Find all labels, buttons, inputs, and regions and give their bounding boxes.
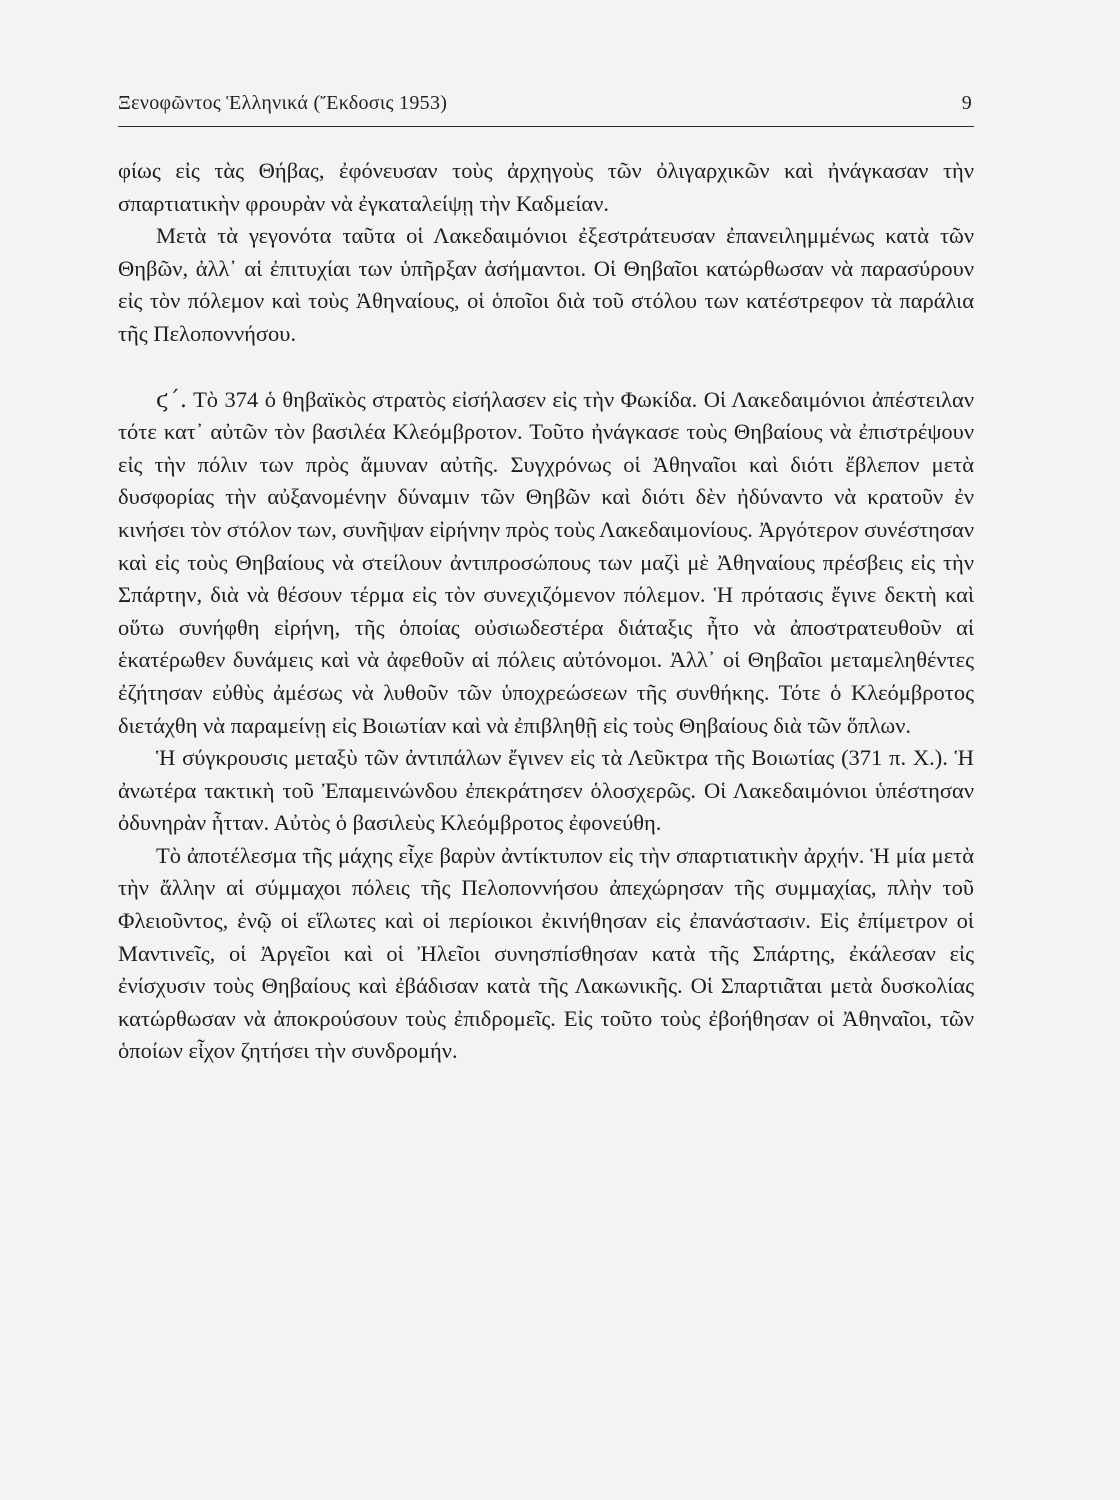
page-number: 9 [961,92,972,114]
section-number: ϛ΄. [156,386,188,413]
section-6-text: Τὸ 374 ὁ θηβαϊκὸς στρατὸς εἰσήλασεν εἰς τὴν Φωκίδα. Οἱ Λακεδαιμόνιοι ἀπέστειλαν τότε κατ᾽ αὐτῶν τὸν βασιλέα Κλεόμβροτον. Τοῦτο ἠνάγκασε τοὺς Θηβαίους νὰ ἐπιστρέψουν εἰς τὴν πόλιν των πρὸς ἄμυναν αὐτῆς. Συγχρόνως οἱ Ἀθηναῖοι καὶ διότι ἔβλεπον μετὰ δυσφορίας τὴν αὐξανομένην δύναμιν τῶν Θηβῶν καὶ διότι δὲν ἠδύναντο νὰ κρατοῦν ἐν κινήσει τὸν στόλον των, συνῆψαν εἰρήνην πρὸς τοὺς Λακεδαιμονίους. Ἀργότερον συνέστησαν καὶ εἰς τοὺς Θηβαίους νὰ στείλουν ἀντιπροσώπους των μαζὶ μὲ Ἀθηναίους πρέσβεις εἰς τὴν Σπάρτην, διὰ νὰ θέσουν τέρμα εἰς τὸν συνεχιζόμενον πόλεμον. Ἡ πρότασις ἔγινε δεκτὴ καὶ οὕτω συνήφθη εἰρήνη, τῆς ὁποίας οὐσιωδεστέρα διάταξις ἦτο νὰ ἀποστρατευθοῦν αἱ ἑκατέρωθεν δυνάμεις καὶ νὰ ἀφεθοῦν αἱ πόλεις αὐτόνομοι. Ἀλλ᾽ οἱ Θηβαῖοι μεταμεληθέντες ἐζήτησαν εὐθὺς ἀμέσως νὰ λυθοῦν τῶν ὑποχρεώσεων τῆς συνθήκης. Τότε ὁ Κλεόμβροτος διετάχθη νὰ παραμείνῃ εἰς Βοιωτίαν καὶ νὰ ἐπιβληθῇ εἰς τοὺς Θηβαίους διὰ τῶν ὅπλων. [118,386,974,738]
paragraph-leuctra: Ἡ σύγκρουσις μεταξὺ τῶν ἀντιπάλων ἔγινεν εἰς τὰ Λεῦκτρα τῆς Βοιωτίας (371 π. Χ.). Ἡ ἀνωτέρα τακτικὴ τοῦ Ἐπαμεινώνδου ἐπεκράτησεν ὁλοσχερῶς. Οἱ Λακεδαιμόνιοι ὑπέστησαν ὀδυνηρὰν ἧτταν. Αὐτὸς ὁ βασιλεὺς Κλεόμβροτος ἐφονεύθη. [118,745,974,836]
paragraph-aftermath: Τὸ ἀποτέλεσμα τῆς μάχης εἶχε βαρὺν ἀντίκτυπον εἰς τὴν σπαρτιατικὴν ἀρχήν. Ἡ μία μετὰ τὴν ἄλλην αἱ σύμμαχοι πόλεις τῆς Πελοποννήσου ἀπεχώρησαν τῆς συμμαχίας, πλὴν τοῦ Φλειοῦντος, ἐνῷ οἱ εἵλωτες καὶ οἱ περίοικοι ἐκινήθησαν εἰς ἐπανάστασιν. Εἰς ἐπίμετρον οἱ Μαντινεῖς, οἱ Ἀργεῖοι καὶ οἱ Ἠλεῖοι συνησπίσθησαν κατὰ τῆς Σπάρτης, ἐκάλεσαν εἰς ἐνίσχυσιν τοὺς Θηβαίους καὶ ἐβάδισαν κατὰ τῆς Λακωνικῆς. Οἱ Σπαρτιᾶται μετὰ δυσκολίας κατώρθωσαν νὰ ἀποκρούσουν τοὺς ἐπιδρομεῖς. Εἰς τοῦτο τοὺς ἐβοήθησαν οἱ Ἀθηναῖοι, τῶν ὁποίων εἶχον ζητήσει τὴν συνδρομήν. [118,842,974,1064]
paragraph-campaigns: Μετὰ τὰ γεγονότα ταῦτα οἱ Λακεδαιμόνιοι ἐξεστράτευσαν ἐπανειλημμένως κατὰ τῶν Θηβῶν, ἀλλ᾽ αἱ ἐπιτυχίαι των ὑπῆρξαν ἀσήμαντοι. Οἱ Θηβαῖοι κατώρθωσαν νὰ παρασύρουν εἰς τὸν πόλεμον καὶ τοὺς Ἀθηναίους, οἱ ὁποῖοι διὰ τοῦ στόλου των κατέστρεφον τὰ παράλια τῆς Πελοποννήσου. [118,223,974,346]
header-rule [118,126,974,127]
paragraph-section-6 [118,384,974,743]
paragraph-continuation: φίως εἰς τὰς Θήβας, ἐφόνευσαν τοὺς ἀρχηγοὺς τῶν ὀλιγαρχικῶν καὶ ἠνάγκασαν τὴν σπαρτιατικὴν φρουρὰν νὰ ἐγκαταλείψῃ τὴν Καδμείαν. [118,158,974,216]
running-header [118,92,974,124]
body-text [118,155,974,1068]
running-title: Ξενοφῶντος Ἑλληνικά (Ἔκδοσις 1953) [118,92,448,114]
